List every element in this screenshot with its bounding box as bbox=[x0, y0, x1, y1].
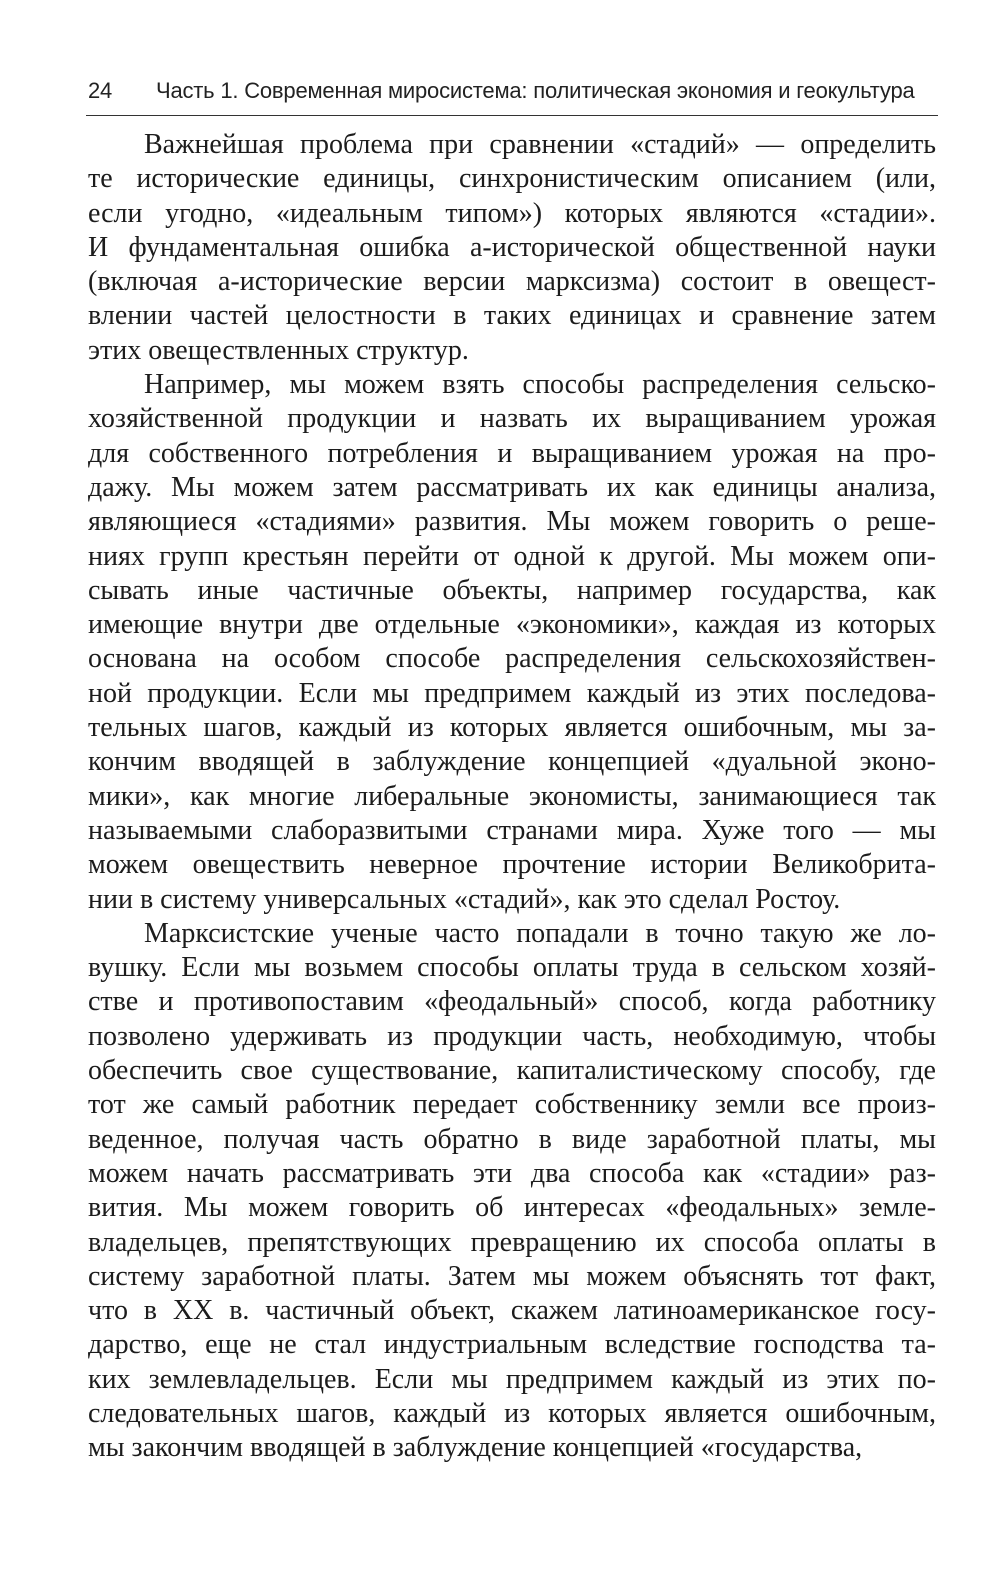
text-line: этих овеществленных структур. bbox=[88, 334, 469, 366]
text-line: вушку. Если мы возьмем способы оплаты труда в сельском хозяй- bbox=[88, 952, 936, 984]
text-line: можем овеществить неверное прочтение истории Великобрита- bbox=[88, 849, 936, 881]
text-line: те исторические единицы, синхронистическим описанием (или, bbox=[88, 163, 936, 195]
header-rule bbox=[86, 115, 938, 116]
text-line: Марксистские ученые часто попадали в точно такую же ло- bbox=[144, 917, 936, 949]
text-line: называемыми слаборазвитыми странами мира. Хуже того — мы bbox=[88, 814, 936, 846]
text-line: Например, мы можем взять способы распределения сельско- bbox=[144, 369, 936, 401]
running-head bbox=[88, 72, 936, 112]
text-line: можем начать рассматривать эти два способа как «стадии» раз- bbox=[88, 1157, 936, 1189]
text-line: владельцев, препятствующих превращению их способа оплаты в bbox=[88, 1226, 936, 1258]
text-line: хозяйственной продукции и назвать их выращиванием урожая bbox=[88, 403, 936, 435]
text-line: кончим вводящей в заблуждение концепцией «дуальной эконо- bbox=[88, 746, 936, 778]
text-line: являющиеся «стадиями» развития. Мы можем говорить о реше- bbox=[88, 506, 936, 538]
running-title: Часть 1. Современная миросистема: политическая экономия и геокультура bbox=[156, 78, 915, 103]
paragraph-2 bbox=[88, 368, 936, 917]
text-line: тельных шагов, каждый из которых является ошибочным, мы за- bbox=[88, 712, 936, 744]
text-line: И фундаментальная ошибка а-исторической общественной науки bbox=[88, 231, 936, 263]
text-line: ной продукции. Если мы предпримем каждый из этих последова- bbox=[88, 677, 936, 709]
paragraph-1 bbox=[88, 128, 936, 368]
text-line: имеющие внутри две отдельные «экономики», каждая из которых bbox=[88, 609, 936, 641]
text-line: основана на особом способе распределения сельскохозяйствен- bbox=[88, 643, 936, 675]
text-line: для собственного потребления и выращиванием урожая на про- bbox=[88, 437, 936, 469]
text-line: мики», как многие либеральные экономисты, занимающиеся так bbox=[88, 780, 936, 812]
text-line: тот же самый работник передает собственнику земли все произ- bbox=[88, 1089, 936, 1121]
text-line: систему заработной платы. Затем мы можем объяснять тот факт, bbox=[88, 1260, 936, 1292]
text-line: следовательных шагов, каждый из которых является ошибочным, bbox=[88, 1397, 936, 1429]
text-line: веденное, получая часть обратно в виде заработной платы, мы bbox=[88, 1123, 936, 1155]
text-line: если угодно, «идеальным типом») которых являются «стадии». bbox=[88, 197, 936, 229]
text-line: нии в систему универсальных «стадий», как это сделал Ростоу. bbox=[88, 883, 841, 915]
page-number: 24 bbox=[88, 78, 113, 103]
text-line: вития. Мы можем говорить об интересах «феодальных» земле- bbox=[88, 1192, 936, 1224]
text-line: позволено удерживать из продукции часть, необходимую, чтобы bbox=[88, 1020, 936, 1052]
text-line: обеспечить свое существование, капиталистическому способу, где bbox=[88, 1055, 936, 1087]
text-line: мы закончим вводящей в заблуждение концепцией «государства, bbox=[88, 1432, 863, 1464]
body-text bbox=[88, 128, 936, 1466]
text-line: стве и противопоставим «феодальный» способ, когда работнику bbox=[88, 986, 936, 1018]
text-line: (включая а-исторические версии марксизма) состоит в овещест- bbox=[88, 266, 936, 298]
paragraph-3 bbox=[88, 917, 936, 1466]
text-line: Важнейшая проблема при сравнении «стадий» — определить bbox=[144, 129, 936, 160]
text-line: что в XX в. частичный объект, скажем латиноамериканское госу- bbox=[88, 1295, 936, 1327]
text-line: дажу. Мы можем затем рассматривать их как единицы анализа, bbox=[88, 471, 936, 503]
text-line: ниях групп крестьян перейти от одной к другой. Мы можем опи- bbox=[88, 540, 936, 572]
text-line: сывать иные частичные объекты, например государства, как bbox=[88, 574, 936, 606]
text-line: дарство, еще не стал индустриальным вследствие господства та- bbox=[88, 1329, 936, 1361]
text-line: ких землевладельцев. Если мы предпримем каждый из этих по- bbox=[88, 1363, 936, 1395]
text-line: влении частей целостности в таких единицах и сравнение затем bbox=[88, 300, 936, 332]
